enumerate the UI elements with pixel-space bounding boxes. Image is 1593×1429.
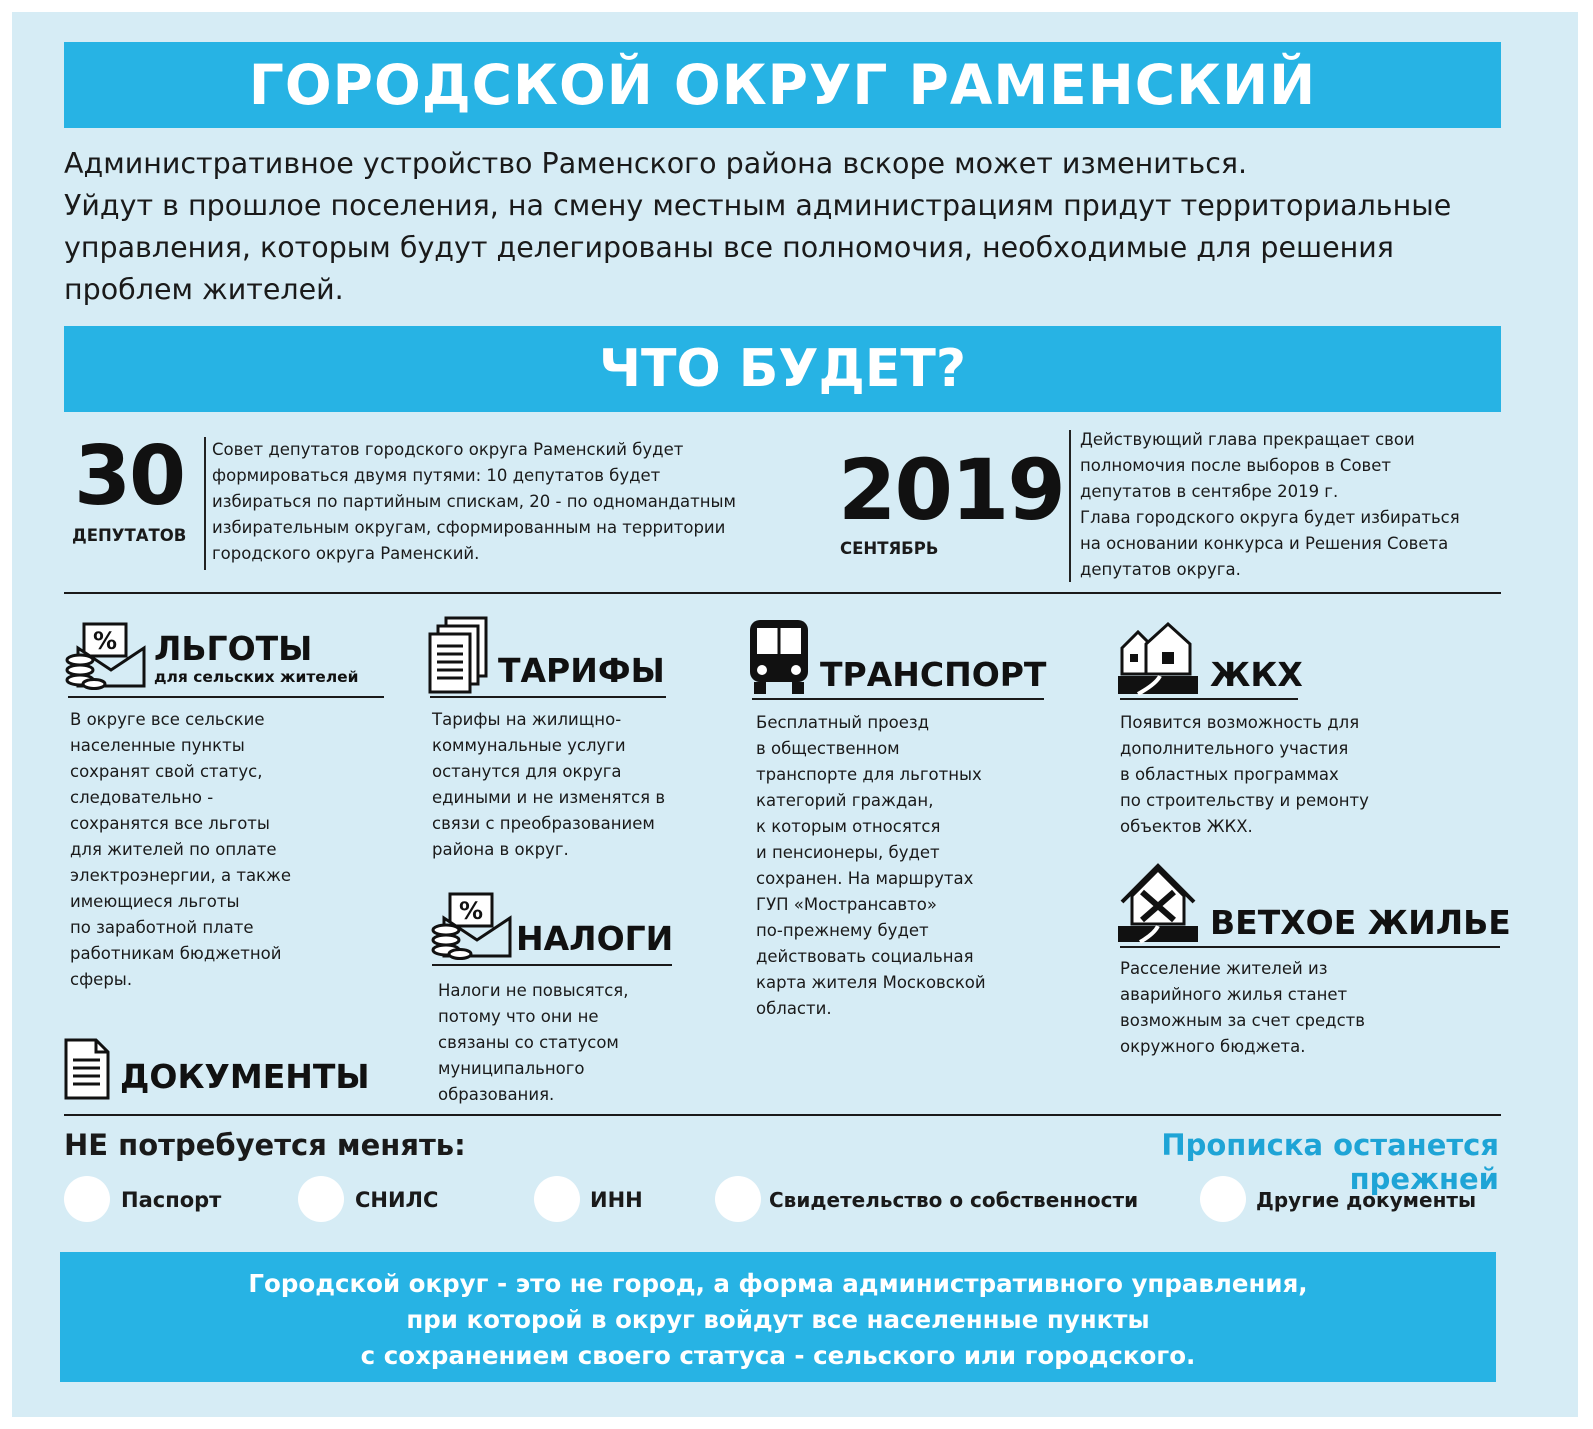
deputies-caption: ДЕПУТАТОВ <box>72 526 187 545</box>
title-underline <box>752 698 1044 700</box>
year-caption: СЕНТЯБРЬ <box>840 539 939 558</box>
tariffs-title: ТАРИФЫ <box>498 651 665 690</box>
housing-text <box>1120 710 1440 840</box>
footer-line: с сохранением своего статуса - сельского или городского. <box>360 1341 1196 1370</box>
bullet-circle <box>715 1176 761 1222</box>
text-line: избираться по партийным спискам, 20 - по одномандатным <box>212 492 736 511</box>
text-line: аварийного жилья станет <box>1120 985 1348 1004</box>
bullet-circle <box>1200 1176 1246 1222</box>
tariffs-text <box>432 707 732 863</box>
registration-note: Прописка останется прежней <box>1161 1128 1499 1196</box>
intro-line: Административное устройство Раменского района вскоре может измениться. <box>64 147 1248 180</box>
document-stack-icon <box>428 616 490 696</box>
header-banner <box>64 42 1501 128</box>
svg-text:%: % <box>458 897 484 925</box>
text-line: для жителей по оплате <box>70 840 277 859</box>
percent-envelope-coins-icon <box>64 618 146 694</box>
text-line: имеющиеся льготы <box>70 892 240 911</box>
transport-title: ТРАНСПОРТ <box>820 655 1047 694</box>
intro-line: Уйдут в прошлое поселения, на смену местным администрациям придут территориальные <box>64 189 1452 222</box>
text-line: возможным за счет средств <box>1120 1011 1365 1030</box>
svg-text:%: % <box>92 627 118 655</box>
text-line: и пенсионеры, будет <box>756 843 940 862</box>
text-line: депутатов в сентябре 2019 г. <box>1080 482 1339 501</box>
text-line: сохранен. На маршрутах <box>756 869 974 888</box>
text-line: района в округ. <box>432 840 569 859</box>
divider <box>1069 430 1071 582</box>
text-line: по строительству и ремонту <box>1120 791 1369 810</box>
deputies-number: 30 <box>74 429 185 524</box>
footer-banner <box>60 1252 1496 1382</box>
text-line: работникам бюджетной <box>70 944 282 963</box>
text-line: действовать социальная <box>756 947 974 966</box>
infographic-page <box>12 12 1578 1417</box>
intro-line: управления, которым будут делегированы все полномочия, необходимые для решения <box>64 231 1394 264</box>
intro-paragraph <box>64 143 1534 311</box>
text-line: коммунальные услуги <box>432 736 626 755</box>
text-line: населенные пункты <box>70 736 245 755</box>
title-underline <box>1120 698 1298 700</box>
text-line: окружного бюджета. <box>1120 1037 1306 1056</box>
document-item-other: Другие документы <box>1256 1188 1477 1212</box>
deputies-text <box>212 437 812 567</box>
footer-line: при которой в округ войдут все населенные пункты <box>406 1305 1150 1334</box>
text-line: сферы. <box>70 970 133 989</box>
section-divider <box>64 1114 1501 1116</box>
text-line: останутся для округа <box>432 762 622 781</box>
divider <box>204 437 206 570</box>
text-line: Расселение жителей из <box>1120 959 1328 978</box>
section-banner <box>64 326 1501 412</box>
documents-title: ДОКУМЕНТЫ <box>120 1057 370 1096</box>
title-underline <box>432 964 672 966</box>
old-housing-text <box>1120 956 1440 1060</box>
transport-text <box>756 710 1056 1022</box>
text-line: карта жителя Московской <box>756 973 986 992</box>
text-line: едиными и не изменятся в <box>432 788 666 807</box>
text-line: по-прежнему будет <box>756 921 929 940</box>
text-line: Налоги не повысятся, <box>438 981 629 1000</box>
page-title: ГОРОДСКОЙ ОКРУГ РАМЕНСКИЙ <box>248 53 1317 117</box>
year-text <box>1080 427 1520 583</box>
text-line: муниципального <box>438 1059 585 1078</box>
text-line: к которым относятся <box>756 817 941 836</box>
text-line: формироваться двумя путями: 10 депутатов будет <box>212 466 661 485</box>
document-item-snils: СНИЛС <box>355 1188 439 1212</box>
houses-road-icon <box>1118 618 1200 696</box>
bullet-circle <box>534 1176 580 1222</box>
bus-icon <box>748 618 810 696</box>
benefits-subtitle: для сельских жителей <box>154 668 359 686</box>
text-line: транспорте для льготных <box>756 765 982 784</box>
document-item-passport: Паспорт <box>121 1188 222 1212</box>
text-line: потому что они не <box>438 1007 599 1026</box>
taxes-title: НАЛОГИ <box>516 919 674 958</box>
dilapidated-house-icon <box>1118 862 1200 944</box>
title-underline <box>68 696 384 698</box>
text-line: Появится возможность для <box>1120 713 1360 732</box>
text-line: Бесплатный проезд <box>756 713 930 732</box>
housing-title: ЖКХ <box>1210 655 1303 694</box>
text-line: сохранятся все льготы <box>70 814 270 833</box>
text-line: Совет депутатов городского округа Раменский будет <box>212 440 684 459</box>
section-divider <box>64 592 1501 594</box>
text-line: Тарифы на жилищно- <box>432 710 622 729</box>
text-line: на основании конкурса и Решения Совета <box>1080 534 1449 553</box>
text-line: полномочия после выборов в Совет <box>1080 456 1392 475</box>
text-line: городского округа Раменский. <box>212 544 480 563</box>
document-item-inn: ИНН <box>590 1188 643 1212</box>
text-line: связи с преобразованием <box>432 814 655 833</box>
document-icon <box>64 1038 110 1100</box>
benefits-text <box>70 707 390 993</box>
text-line: по заработной плате <box>70 918 254 937</box>
bullet-circle <box>64 1176 110 1222</box>
title-underline <box>430 696 666 698</box>
bullet-circle <box>298 1176 344 1222</box>
text-line: Глава городского округа будет избираться <box>1080 508 1460 527</box>
text-line: Действующий глава прекращает свои <box>1080 430 1415 449</box>
text-line: в областных программах <box>1120 765 1339 784</box>
section-title: ЧТО БУДЕТ? <box>599 339 966 399</box>
year-number: 2019 <box>838 441 1064 539</box>
text-line: объектов ЖКХ. <box>1120 817 1253 836</box>
text-line: избирательным округам, сформированным на территории <box>212 518 726 537</box>
footer-line: Городской округ - это не город, а форма административного управления, <box>248 1269 1308 1298</box>
text-line: дополнительного участия <box>1120 739 1349 758</box>
taxes-text <box>438 978 698 1108</box>
text-line: в общественном <box>756 739 900 758</box>
text-line: категорий граждан, <box>756 791 934 810</box>
text-line: В округе все сельские <box>70 710 265 729</box>
percent-envelope-coins-icon <box>430 888 512 964</box>
text-line: сохранят свой статус, <box>70 762 263 781</box>
no-change-label: НЕ потребуется менять: <box>64 1128 466 1162</box>
title-underline <box>1120 946 1500 948</box>
old-housing-title: ВЕТХОЕ ЖИЛЬЕ <box>1210 903 1511 942</box>
benefits-title: ЛЬГОТЫ <box>154 629 313 668</box>
text-line: образования. <box>438 1085 555 1104</box>
text-line: связаны со статусом <box>438 1033 619 1052</box>
intro-line: проблем жителей. <box>64 273 344 306</box>
text-line: депутатов округа. <box>1080 560 1241 579</box>
document-item-ownership-certificate: Свидетельство о собственности <box>769 1188 1139 1212</box>
text-line: электроэнергии, а также <box>70 866 292 885</box>
text-line: области. <box>756 999 832 1018</box>
text-line: следовательно - <box>70 788 214 807</box>
text-line: ГУП «Мострансавто» <box>756 895 937 914</box>
